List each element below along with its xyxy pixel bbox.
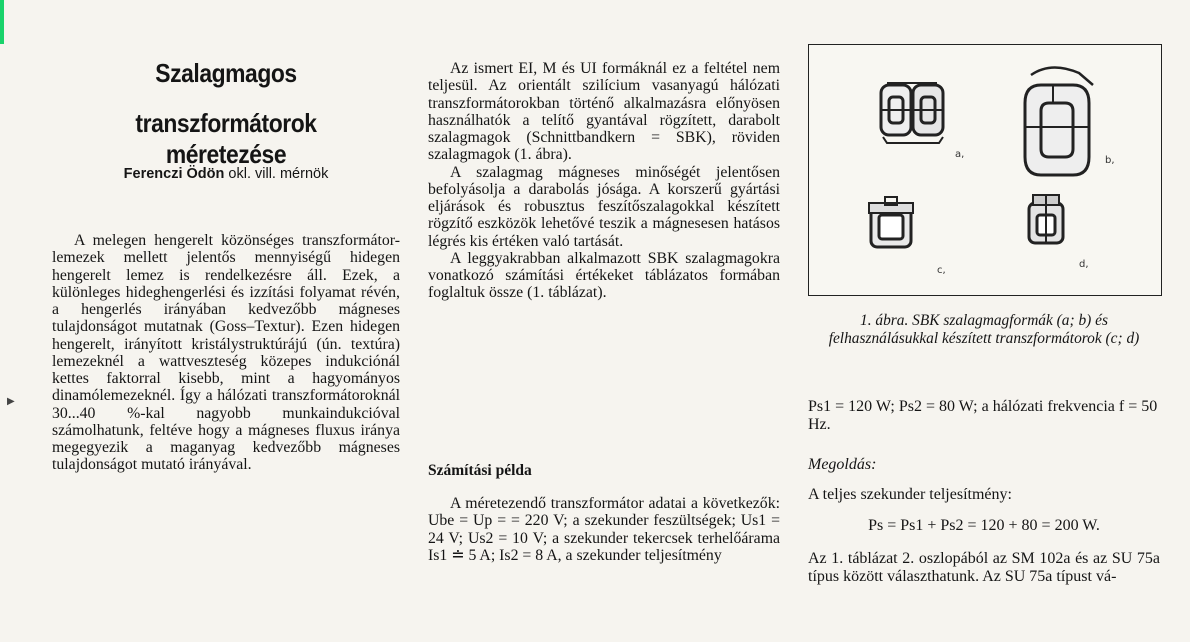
author-name: Ferenczi Ödön	[123, 166, 225, 182]
core-d-image	[1029, 195, 1063, 243]
core-c-image	[869, 197, 913, 247]
margin-arrow-icon: ▶	[7, 396, 15, 407]
column1-body	[52, 232, 400, 474]
core-illustration	[809, 45, 1160, 294]
core-b-image	[1025, 67, 1093, 175]
column1-paragraph: A melegen hengerelt közönséges transzformátor-lemezek mellett jelentős mennyiségű hidegen hengerelt lemez is rendelkezésre áll. Ezek, a különleges hideghengerlési és izzítási folyamat révén, a hengerlés irányában kedvezőbb mágneses tulajdonságot mutatnak (Goss–Textur). Ezen hidegen hengerelt, irányított kristálystruktúrájú (ún. textúra) lemezeknél a wattveszteség közepes indukciónál kettes faktorral kisebb, mint a hagyományos dinamólemezeknél. Így a hálózati transzformátoroknál 30...40 %-kal nagyobb munkaindukcióval számolhatunk, feltéve hogy a mágneses fluxus iránya megegyezik a maganyag kedvezőbb mágneses tulajdonságot mutató irányával.	[52, 232, 400, 474]
column3-total-power-label: A teljes szekunder teljesítmény:	[808, 486, 1012, 503]
article-title-line2: transzformátorok méretezése	[135, 108, 317, 169]
solution-heading: Megoldás:	[808, 456, 877, 473]
author-role: okl. vill. mérnök	[224, 166, 329, 182]
column2-paragraph-2: A szalagmag mágneses minőségét jelentősen befolyásolja a darabolás jósága. A korszerű gyártási eljárások és robusztus feszítőszalagokkal készített rögzítő eszközök lehetővé teszik a mágnesesen hatásos légrés kis értéken való tartását.	[428, 163, 780, 250]
column2-example-body	[428, 495, 780, 564]
core-a-image	[881, 83, 943, 143]
section-heading: Számítási példa	[428, 462, 532, 479]
column2-paragraph-4: A méretezendő transzformátor adatai a következők: Ube = Up = = 220 V; a szekunder feszültségek; Us1 = 24 V; Us2 = 10 V; a szekunder tekercsek terhelőárama Is1 ≐ 5 A; Is2 = 8 A, a szekunder teljesítmény	[428, 495, 780, 564]
author-line	[52, 166, 400, 182]
page-edge-marker	[0, 0, 4, 44]
power-formula: Ps = Ps1 + Ps2 = 120 + 80 = 200 W.	[868, 517, 1100, 534]
figure-label-b: b,	[1105, 155, 1115, 166]
figure-label-d: d,	[1079, 259, 1089, 270]
column2-paragraph-3: A leggyakrabban alkalmazott SBK szalagmagokra vonatkozó számítási értékeket táblázatos formában foglaltuk össze (1. táblázat).	[428, 249, 780, 302]
column2-body	[428, 60, 780, 302]
column2-paragraph-1: Az ismert EI, M és UI formáknál ez a feltétel nem teljesül. Az orientált szilícium vasanyagú hálózati transzformátorokban történő alkalmazásra előnyösen használhatók a telítő gyantával rögzített, darabolt szalagmagok (Schnittbandkern = SBK), röviden szalagmagok (1. ábra).	[428, 60, 780, 164]
figure-caption: 1. ábra. SBK szalagmagformák (a; b) és felhasználásukkal készített transzformátorok (c; d)	[828, 312, 1140, 347]
column3-table-paragraph: Az 1. táblázat 2. oszlopából az SM 102a és az SU 75a típus között választhatunk. Az SU 75a típust vá-	[808, 550, 1160, 585]
figure-1	[808, 44, 1162, 296]
column3-power-values: Ps1 = 120 W; Ps2 = 80 W; a hálózati frekvencia f = 50 Hz.	[808, 398, 1158, 433]
figure-label-a: a,	[955, 149, 965, 160]
figure-label-c: c,	[937, 265, 946, 276]
article-title-line1: Szalagmagos	[155, 58, 297, 88]
